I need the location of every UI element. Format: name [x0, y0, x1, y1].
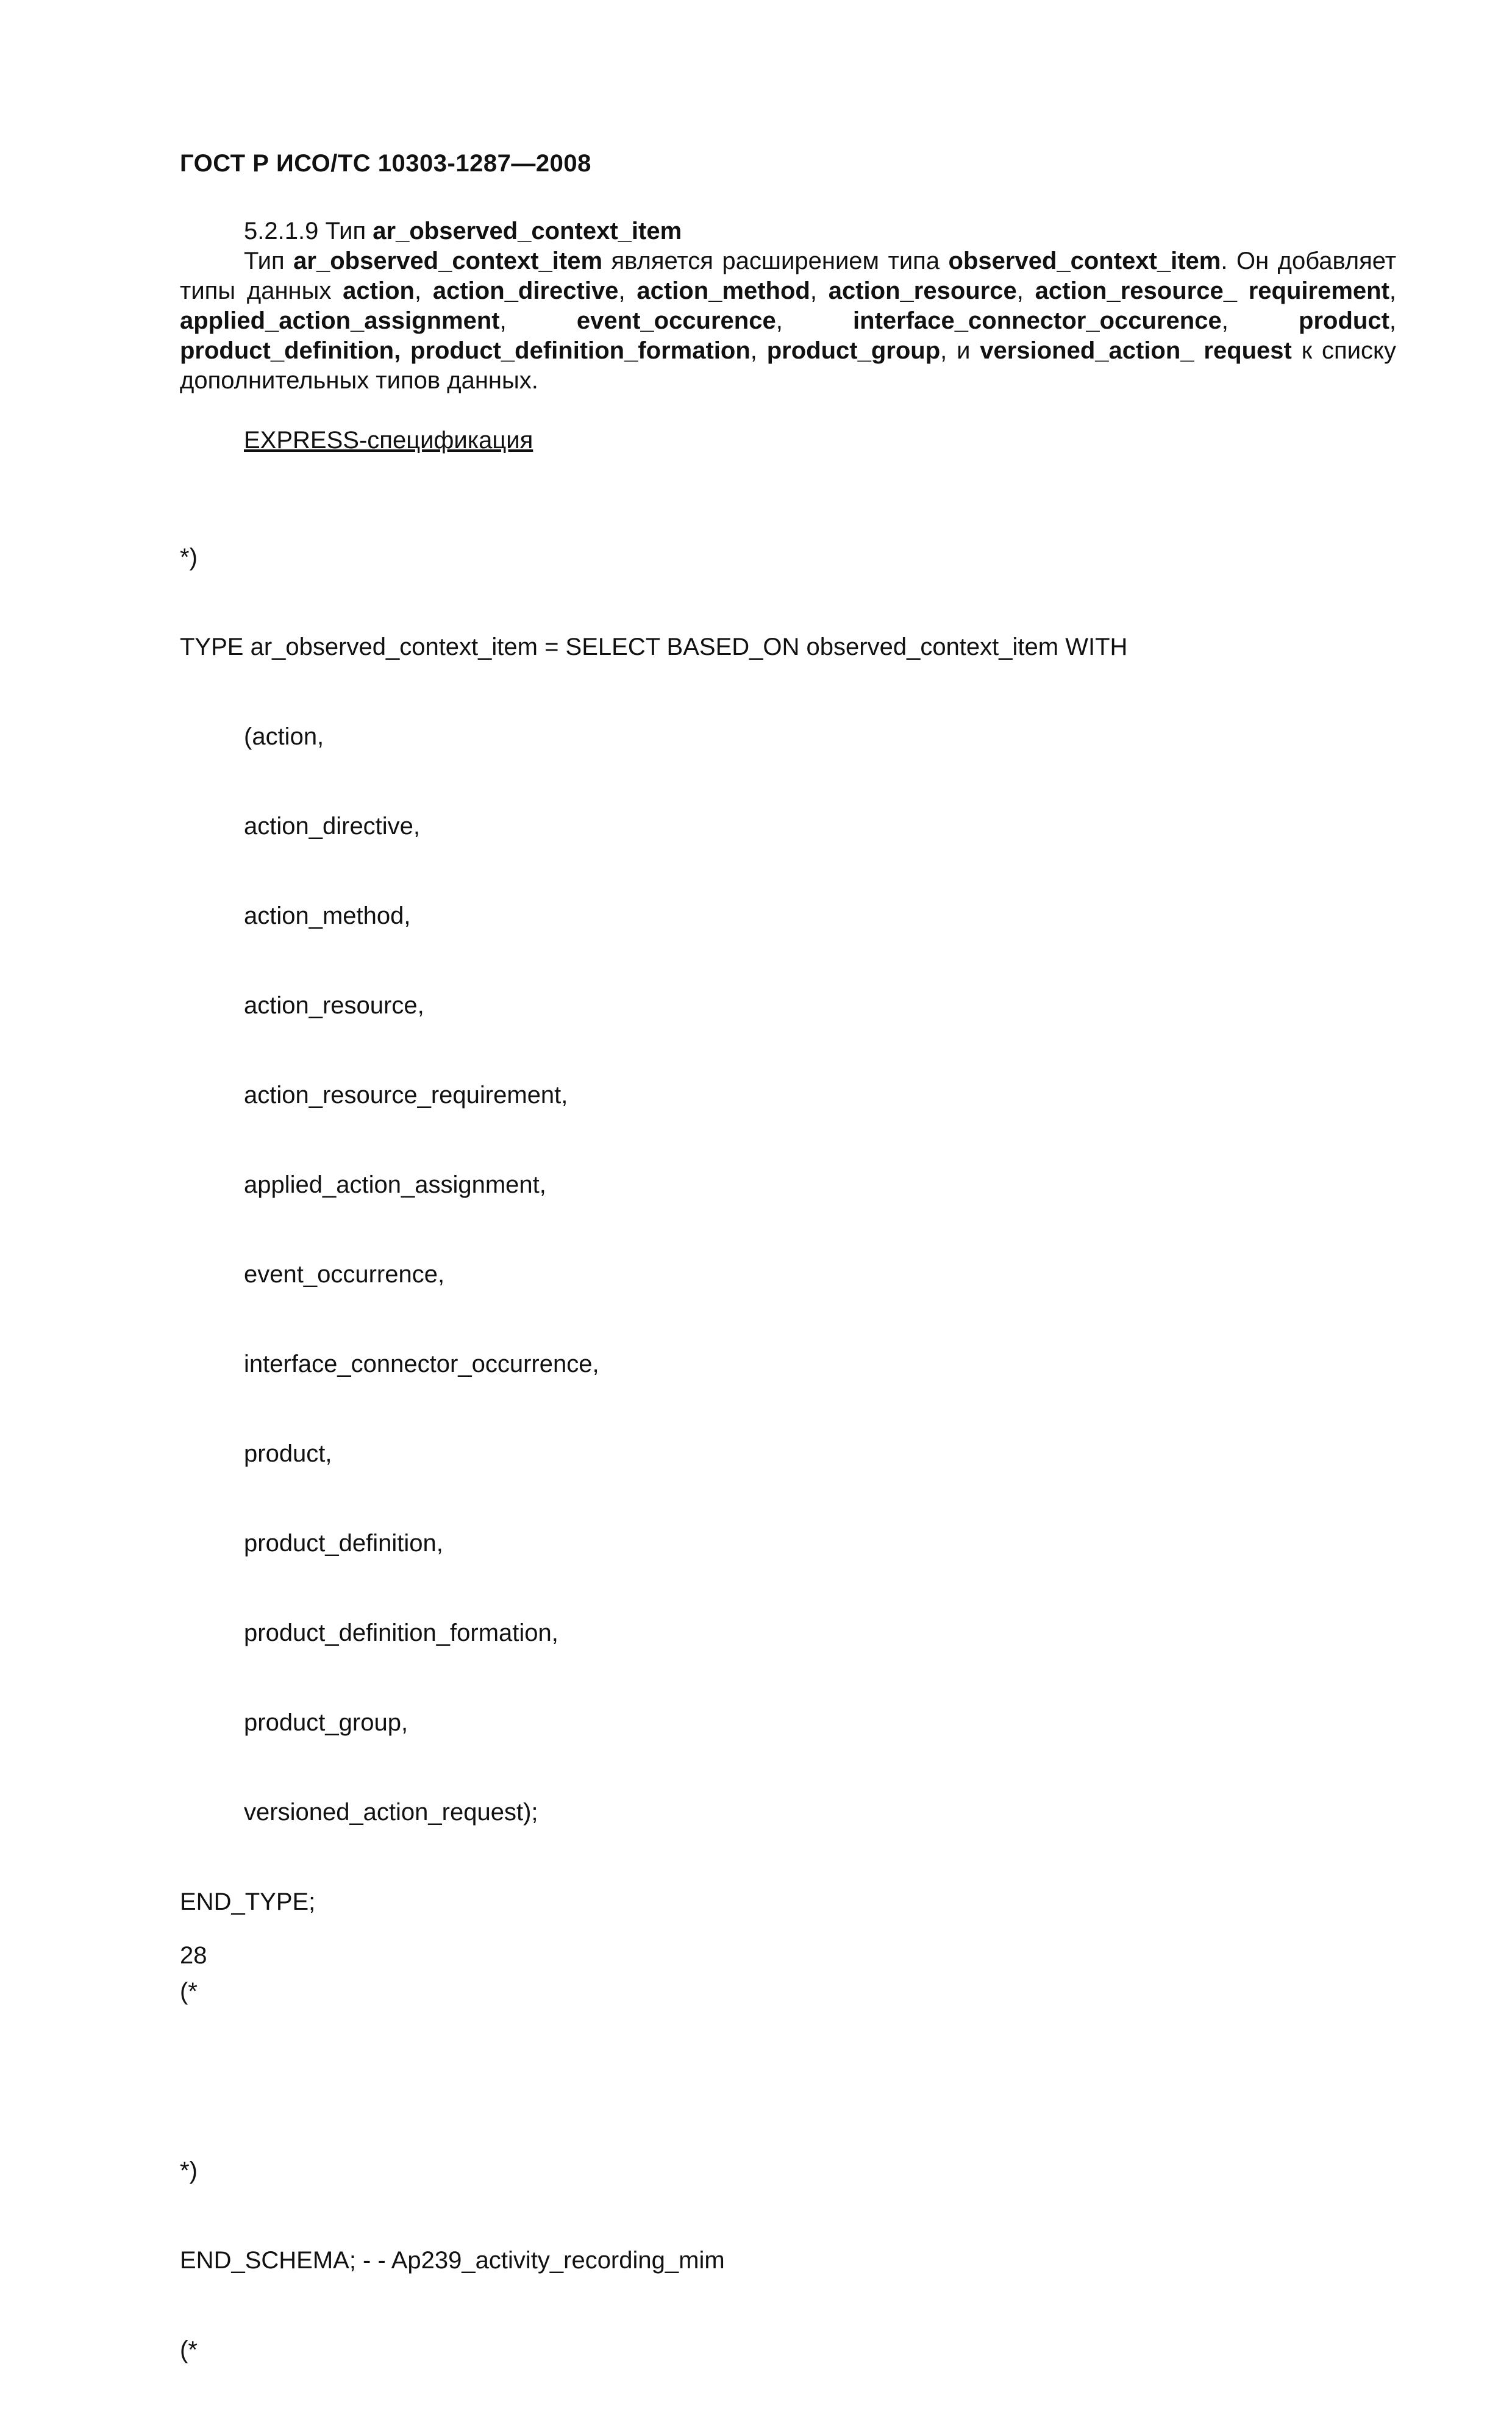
- separator: ,: [414, 277, 433, 304]
- type-name: event_occurence: [576, 307, 776, 334]
- separator: ,: [499, 307, 577, 334]
- type-name: ar_observed_context_item: [293, 248, 603, 274]
- description-paragraph: [180, 246, 1396, 396]
- separator: ,: [1221, 307, 1299, 334]
- code-line: interface_connector_occurrence,: [244, 1351, 599, 1377]
- type-name: product_definition_formation: [410, 337, 751, 364]
- section-title-type: ar_observed_context_item: [373, 218, 682, 245]
- page-number: 28: [180, 1942, 207, 1969]
- code-line: versioned_action_request);: [244, 1799, 538, 1826]
- separator: ,: [750, 337, 767, 364]
- express-code-block: [180, 483, 1127, 2425]
- type-name: action_method: [637, 277, 810, 304]
- type-name: action_directive: [432, 277, 619, 304]
- code-line: END_TYPE;: [180, 1888, 316, 1915]
- code-line: action_method,: [244, 902, 411, 929]
- text-run: к списку дополнительных типов данных.: [180, 337, 1396, 394]
- type-name: applied_action_assignment: [180, 307, 500, 334]
- code-line: (*: [180, 2337, 198, 2363]
- code-line: action_resource,: [244, 992, 424, 1019]
- separator: ,: [618, 277, 637, 304]
- text-run: . Он добавляет типы данных: [180, 248, 1397, 304]
- code-line: applied_action_assignment,: [244, 1171, 546, 1198]
- type-name: versioned_action_ request: [980, 337, 1292, 364]
- code-line: END_SCHEMA; - - Ap239_activity_recording_mim: [180, 2247, 725, 2274]
- code-line: *): [180, 544, 198, 571]
- text-run: , и: [940, 337, 980, 364]
- type-name: product_definition,: [180, 337, 401, 364]
- separator: ,: [1016, 277, 1035, 304]
- code-line: TYPE ar_observed_context_item = SELECT BASED_ON observed_context_item WITH: [180, 634, 1128, 660]
- code-spacer: [180, 2066, 1127, 2096]
- type-name: product_group: [766, 337, 941, 364]
- section-title-prefix: Тип: [325, 218, 366, 245]
- type-name: action_resource: [828, 277, 1017, 304]
- code-line: (action,: [244, 723, 324, 750]
- code-line: action_directive,: [244, 813, 421, 840]
- code-line: action_resource_requirement,: [244, 1082, 568, 1109]
- code-line: product,: [244, 1440, 332, 1467]
- code-line: *): [180, 2157, 198, 2184]
- standard-header: ГОСТ Р ИСО/ТС 10303-1287—2008: [180, 150, 591, 177]
- type-name: product: [1299, 307, 1389, 334]
- code-line: product_definition,: [244, 1530, 443, 1557]
- type-name: action_resource_ requirement: [1035, 277, 1389, 304]
- text-run: Тип: [244, 248, 294, 274]
- section-heading: [180, 216, 1396, 246]
- separator: ,: [776, 307, 854, 334]
- text-run: является расширением типа: [602, 248, 949, 274]
- type-name: interface_connector_occurence: [853, 307, 1222, 334]
- separator: ,: [810, 277, 829, 304]
- separator: ,: [1389, 277, 1397, 304]
- code-line: product_definition_formation,: [244, 1620, 558, 1646]
- section-number: 5.2.1.9: [244, 218, 319, 245]
- code-line: event_occurrence,: [244, 1261, 445, 1288]
- code-line: (*: [180, 1978, 198, 2005]
- express-spec-title: EXPRESS-спецификация: [244, 427, 533, 454]
- code-line: product_group,: [244, 1709, 408, 1736]
- type-name: observed_context_item: [948, 248, 1221, 274]
- separator: ,: [1389, 307, 1397, 334]
- type-name: action: [343, 277, 415, 304]
